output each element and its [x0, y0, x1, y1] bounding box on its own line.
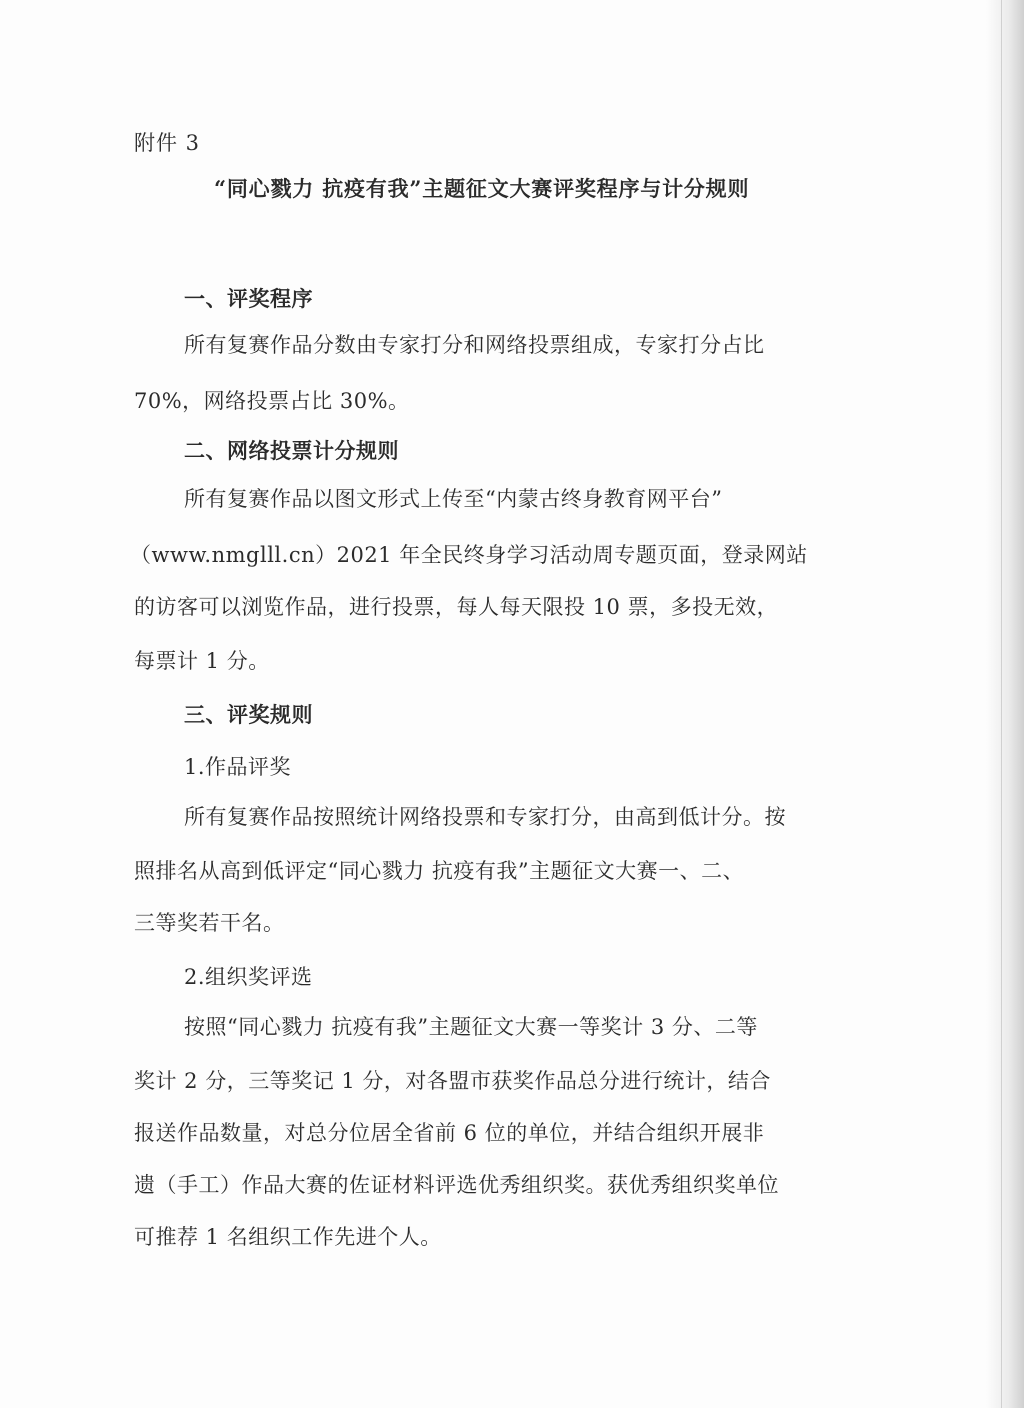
- subsection-2-paragraph-line: 可推荐 1 名组织工作先进个人。: [134, 1225, 442, 1249]
- section-2-paragraph-line: 的访客可以浏览作品，进行投票，每人每天限投 10 票，多投无效，: [134, 595, 779, 619]
- subsection-2-paragraph-line: 按照“同心戮力 抗疫有我”主题征文大赛一等奖计 3 分、二等: [184, 1015, 758, 1039]
- subsection-2-heading: 2.组织奖评选: [184, 965, 313, 989]
- section-2-paragraph-line: （www.nmglll.cn）2021 年全民终身学习活动周专题页面，登录网站: [130, 543, 808, 567]
- section-2-heading: 二、网络投票计分规则: [184, 438, 399, 463]
- subsection-1-paragraph-line: 三等奖若干名。: [134, 911, 285, 935]
- subsection-2-paragraph-line: 遗（手工）作品大赛的佐证材料评选优秀组织奖。获优秀组织奖单位: [134, 1173, 779, 1197]
- scan-edge-line: [1001, 0, 1002, 1408]
- subsection-2-paragraph-line: 报送作品数量，对总分位居全省前 6 位的单位，并结合组织开展非: [134, 1121, 765, 1145]
- section-2-paragraph-line: 所有复赛作品以图文形式上传至“内蒙古终身教育网平台”: [184, 487, 723, 511]
- subsection-1-heading: 1.作品评奖: [184, 755, 292, 779]
- document-title: “同心戮力 抗疫有我”主题征文大赛评奖程序与计分规则: [214, 176, 750, 201]
- subsection-1-paragraph-line: 照排名从高到低评定“同心戮力 抗疫有我”主题征文大赛一、二、: [134, 859, 745, 883]
- section-3-heading: 三、评奖规则: [184, 702, 313, 727]
- subsection-2-paragraph-line: 奖计 2 分，三等奖记 1 分，对各盟市获奖作品总分进行统计，结合: [134, 1069, 771, 1093]
- section-2-paragraph-line: 每票计 1 分。: [134, 649, 270, 673]
- section-1-heading: 一、评奖程序: [184, 286, 313, 311]
- attachment-label: 附件 3: [134, 131, 201, 155]
- section-1-paragraph-line: 所有复赛作品分数由专家打分和网络投票组成，专家打分占比: [184, 333, 765, 357]
- section-1-paragraph-line: 70%，网络投票占比 30%。: [134, 389, 410, 413]
- scan-edge-shadow: [986, 0, 1024, 1408]
- subsection-1-paragraph-line: 所有复赛作品按照统计网络投票和专家打分，由高到低计分。按: [184, 805, 786, 829]
